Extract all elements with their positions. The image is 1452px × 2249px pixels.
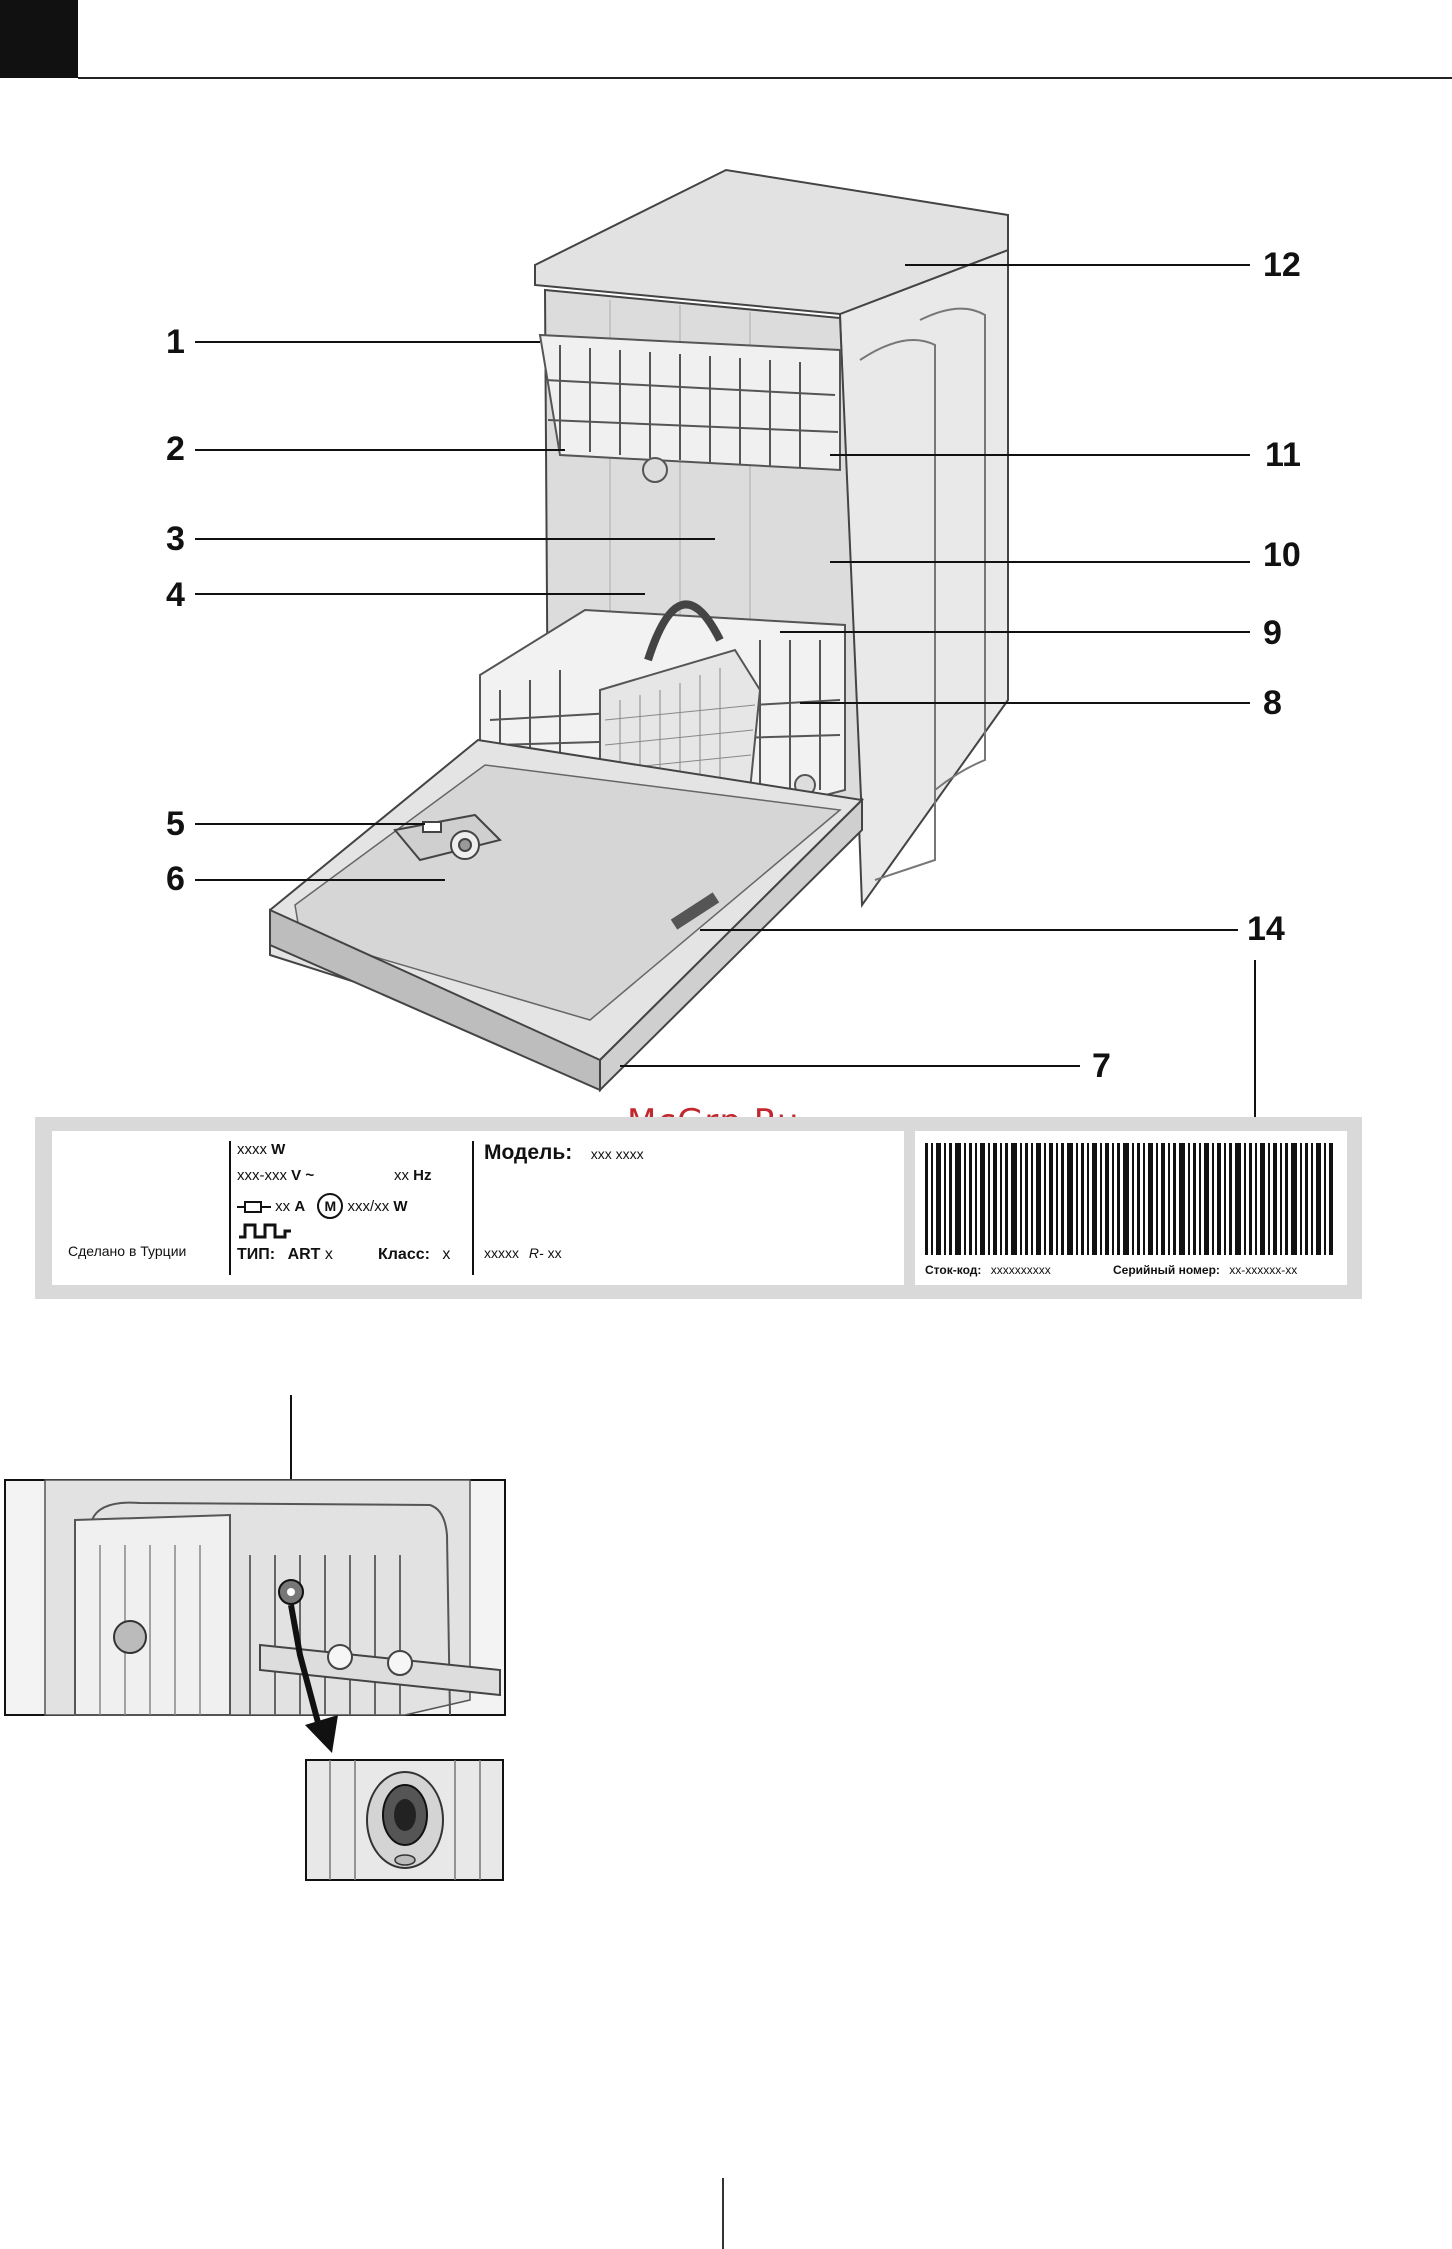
type-label: ТИП: — [237, 1246, 276, 1263]
rating-plate-barcode-panel — [915, 1131, 1347, 1285]
motor-symbol-icon: M — [317, 1193, 343, 1219]
callout-8: 8 — [1263, 684, 1282, 722]
model-value: xxx xxxx — [590, 1146, 644, 1162]
callout-10: 10 — [1263, 536, 1301, 574]
plate-divider-2 — [472, 1141, 474, 1275]
model-label: Модель: — [484, 1141, 573, 1164]
stock-code-value: xxxxxxxxxx — [990, 1263, 1051, 1277]
voltage-unit: V ~ — [291, 1167, 315, 1184]
callout-2: 2 — [166, 430, 185, 468]
page-center-mark — [722, 2178, 724, 2249]
callout-14: 14 — [1247, 910, 1285, 948]
rating-plate — [35, 1117, 1362, 1299]
tub-detail-view — [5, 1480, 505, 1715]
zoomed-sensor-detail — [306, 1760, 503, 1880]
plate-divider-1 — [229, 1141, 231, 1275]
interior-detail-illustration — [0, 1395, 520, 1900]
motor-unit: W — [393, 1198, 408, 1215]
current-unit: A — [294, 1198, 306, 1215]
callout-12: 12 — [1263, 246, 1301, 284]
made-in-text: Сделано в Турции — [68, 1243, 187, 1259]
motor-value: xxx/xx — [347, 1198, 390, 1215]
pulse-signal-icon — [239, 1223, 293, 1239]
callout-7: 7 — [1092, 1047, 1111, 1085]
serial-code: xxxxx — [484, 1245, 519, 1261]
detail-arrow-head — [305, 1715, 338, 1753]
class-value: x — [442, 1246, 451, 1263]
class-label: Класс: — [378, 1246, 430, 1263]
type-suffix: x — [324, 1246, 333, 1263]
callout-3: 3 — [166, 520, 185, 558]
frequency-unit: Hz — [413, 1167, 432, 1184]
callout-11: 11 — [1265, 436, 1301, 474]
frequency-value: xx — [394, 1167, 409, 1184]
dishwasher-illustration — [0, 0, 1452, 1120]
callout-4: 4 — [166, 576, 185, 614]
serial-number-value: xx-xxxxxx-xx — [1229, 1263, 1298, 1277]
callout-9: 9 — [1263, 614, 1282, 652]
voltage-value: xxx-xxx — [237, 1167, 287, 1184]
rating-plate-left-panel — [52, 1131, 904, 1285]
cabinet-side-panel — [840, 250, 1008, 905]
callout-5: 5 — [166, 805, 185, 843]
barcode — [925, 1143, 1335, 1255]
callout-6: 6 — [166, 860, 185, 898]
stock-code-label: Сток-код: — [925, 1263, 982, 1277]
serial-number-label: Серийный номер: — [1113, 1263, 1220, 1277]
r-value: xx — [547, 1245, 562, 1261]
power-unit: W — [271, 1141, 286, 1158]
fuse-icon — [237, 1200, 271, 1214]
current-value: xx — [275, 1198, 291, 1215]
power-value: xxxx — [237, 1141, 267, 1158]
r-label: R- — [528, 1245, 544, 1261]
type-value: ART — [287, 1246, 321, 1263]
callout-1: 1 — [166, 323, 185, 361]
